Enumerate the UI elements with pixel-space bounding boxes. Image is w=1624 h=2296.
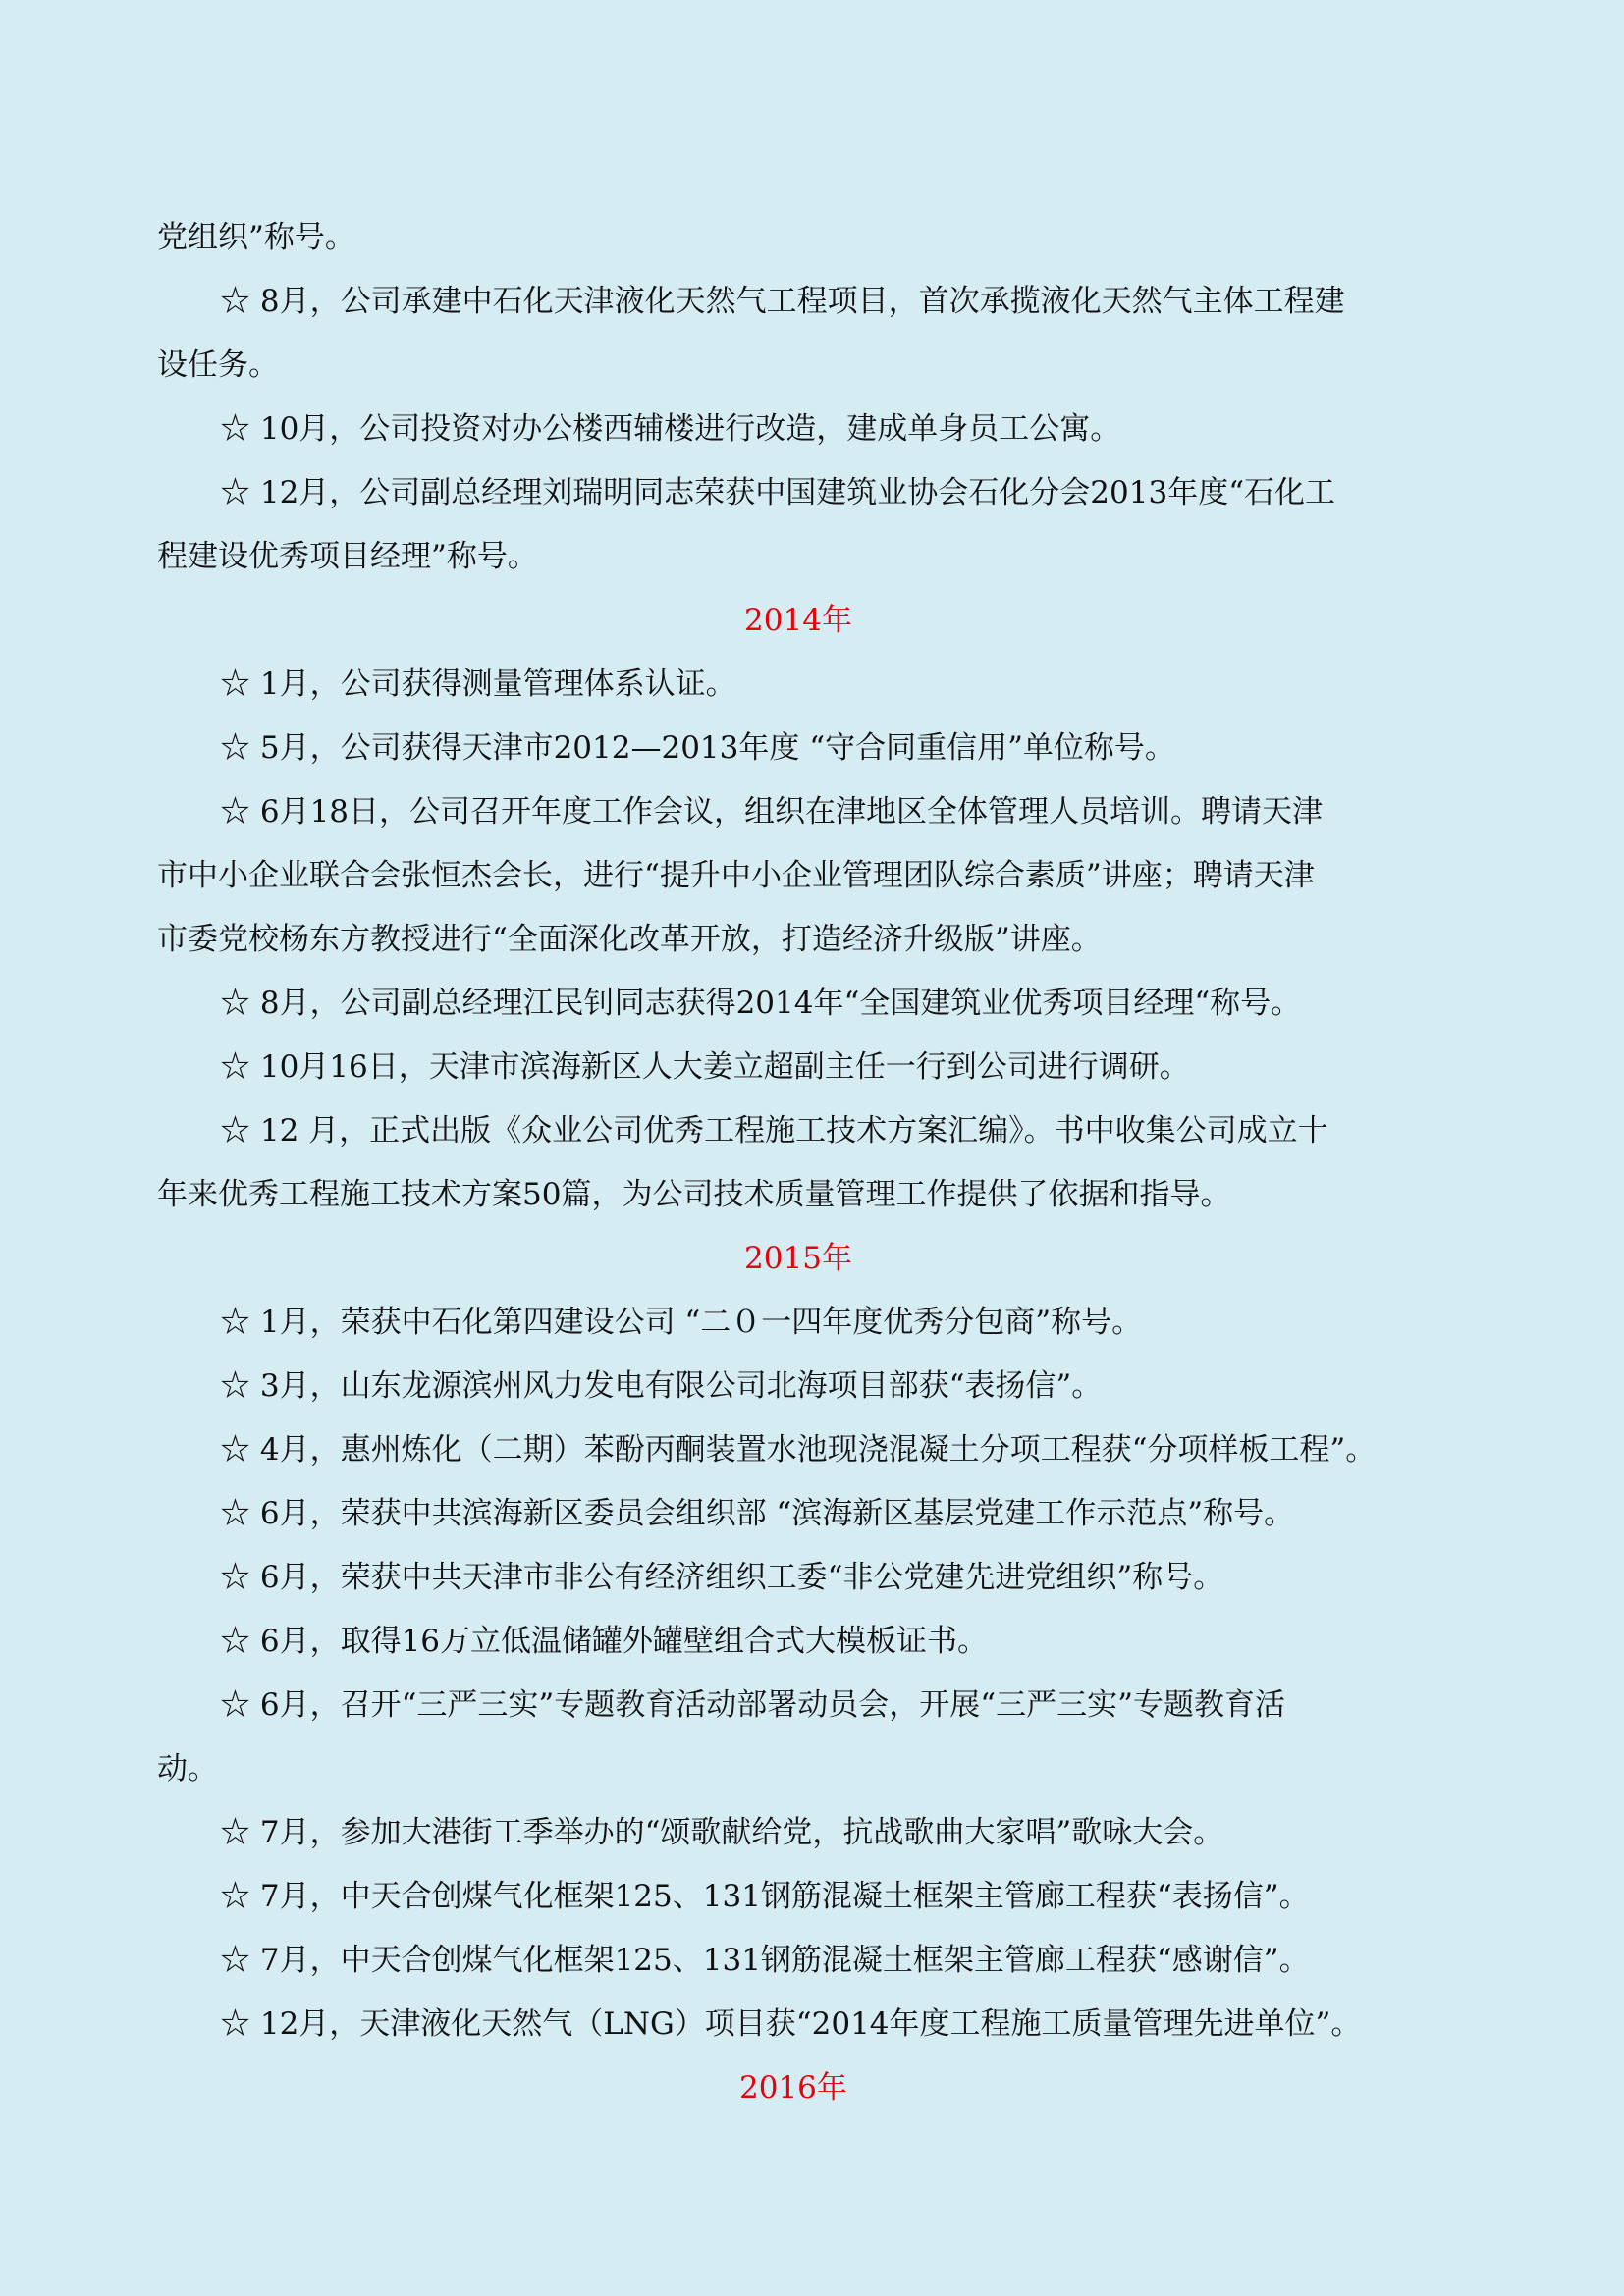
- text-line: 年来优秀工程施工技术方案50篇，为公司技术质量管理工作提供了依据和指导。: [157, 1177, 1231, 1212]
- text-line: 程建设优秀项目经理”称号。: [157, 539, 538, 574]
- list-item: ☆ 10月，公司投资对办公楼西辅楼进行改造，建成单身员工公寓。: [220, 411, 1121, 447]
- text-line: 党组织”称号。: [157, 220, 355, 255]
- list-item: ☆ 6月，取得16万立低温储罐外罐壁组合式大模板证书。: [220, 1624, 989, 1659]
- text-line: 市委党校杨东方教授进行“全面深化改革开放，打造经济升级版”讲座。: [157, 922, 1102, 957]
- list-item: ☆ 7月，中天合创煤气化框架125、131钢筋混凝土框架主管廊工程获“表扬信”。: [220, 1879, 1310, 1914]
- list-item: ☆ 6月18日，公司召开年度工作会议，组织在津地区全体管理人员培训。聘请天津: [220, 794, 1324, 829]
- text-line: 市中小企业联合会张恒杰会长，进行“提升中小企业管理团队综合素质”讲座；聘请天津: [157, 858, 1315, 893]
- list-item: ☆ 7月，参加大港街工季举办的“颂歌献给党，抗战歌曲大家唱”歌咏大会。: [220, 1815, 1224, 1850]
- year-heading-2016: 2016年: [739, 2070, 847, 2106]
- text-line: 动。: [157, 1751, 218, 1787]
- list-item: ☆ 12月，天津液化天然气（LNG）项目获“2014年度工程施工质量管理先进单位”。: [220, 2006, 1362, 2042]
- list-item: ☆ 12 月，正式出版《众业公司优秀工程施工技术方案汇编》。书中收集公司成立十: [220, 1113, 1328, 1148]
- list-item: ☆ 3月，山东龙源滨州风力发电有限公司北海项目部获“表扬信”。: [220, 1368, 1103, 1404]
- text-line: 设任务。: [157, 347, 279, 383]
- list-item: ☆ 7月，中天合创煤气化框架125、131钢筋混凝土框架主管廊工程获“感谢信”。: [220, 1943, 1310, 1978]
- list-item: ☆ 1月，公司获得测量管理体系认证。: [220, 667, 736, 702]
- list-item: ☆ 1月，荣获中石化第四建设公司 “二０一四年度优秀分包商”称号。: [220, 1305, 1143, 1340]
- list-item: ☆ 10月16日，天津市滨海新区人大姜立超副主任一行到公司进行调研。: [220, 1049, 1190, 1085]
- year-heading-2014: 2014年: [744, 603, 852, 638]
- list-item: ☆ 5月，公司获得天津市2012—2013年度 “守合同重信用”单位称号。: [220, 730, 1175, 766]
- document-body: [157, 206, 1439, 2120]
- year-heading-2015: 2015年: [744, 1241, 852, 1276]
- list-item: ☆ 6月，荣获中共滨海新区委员会组织部 “滨海新区基层党建工作示范点”称号。: [220, 1496, 1295, 1531]
- list-item: ☆ 4月，惠州炼化（二期）苯酚丙酮装置水池现浇混凝土分项工程获“分项样板工程”。: [220, 1432, 1377, 1468]
- list-item: ☆ 6月，召开“三严三实”专题教育活动部署动员会，开展“三严三实”专题教育活: [220, 1687, 1285, 1723]
- list-item: ☆ 12月，公司副总经理刘瑞明同志荣获中国建筑业协会石化分会2013年度“石化工: [220, 475, 1336, 510]
- list-item: ☆ 8月，公司承建中石化天津液化天然气工程项目，首次承揽液化天然气主体工程建: [220, 284, 1345, 319]
- list-item: ☆ 8月，公司副总经理江民钊同志获得2014年“全国建筑业优秀项目经理“称号。: [220, 986, 1302, 1021]
- list-item: ☆ 6月，荣获中共天津市非公有经济组织工委“非公党建先进党组织”称号。: [220, 1560, 1224, 1595]
